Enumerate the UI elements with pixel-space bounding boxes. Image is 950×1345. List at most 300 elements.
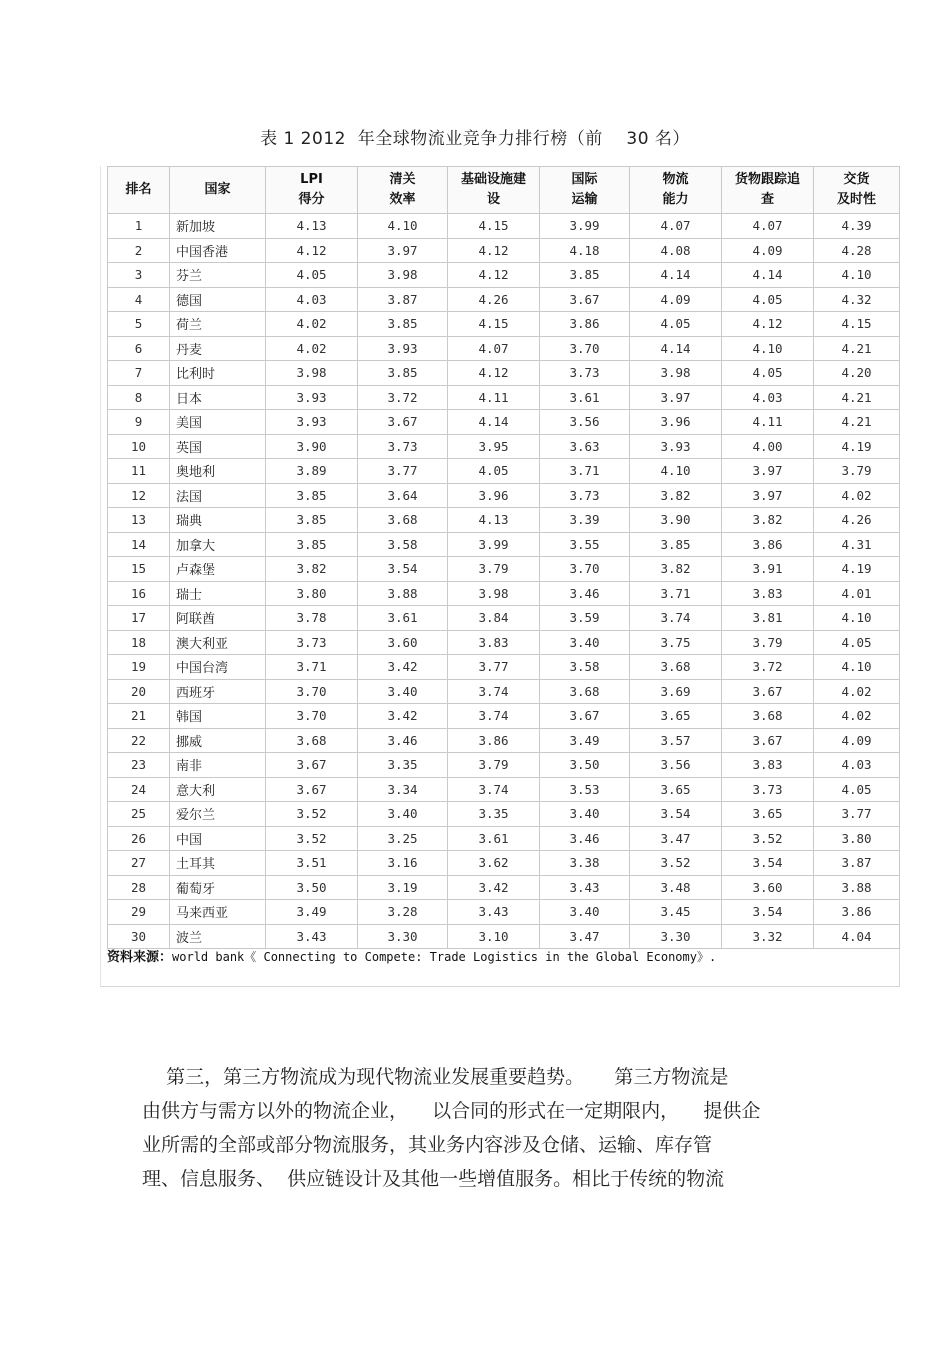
- score-cell: 4.04: [814, 924, 900, 949]
- score-cell: 3.98: [358, 263, 448, 288]
- score-cell: 3.42: [358, 704, 448, 729]
- table-row: [108, 655, 900, 680]
- score-cell: 4.20: [814, 361, 900, 386]
- score-cell: 3.40: [540, 630, 630, 655]
- table-row: [108, 875, 900, 900]
- score-cell: 3.82: [630, 483, 722, 508]
- score-cell: 4.03: [814, 753, 900, 778]
- score-cell: 3.82: [722, 508, 814, 533]
- column-header-line1: 国家: [204, 182, 231, 197]
- score-cell: 4.00: [722, 434, 814, 459]
- score-cell: 3.97: [722, 459, 814, 484]
- table-row: [108, 238, 900, 263]
- score-cell: 3.68: [266, 728, 358, 753]
- score-cell: 3.56: [630, 753, 722, 778]
- country-cell: 芬兰: [170, 263, 266, 288]
- score-cell: 3.80: [266, 581, 358, 606]
- country-cell: 中国台湾: [170, 655, 266, 680]
- score-cell: 4.12: [448, 263, 540, 288]
- score-cell: 3.70: [266, 704, 358, 729]
- score-cell: 3.73: [358, 434, 448, 459]
- score-cell: 4.14: [722, 263, 814, 288]
- score-cell: 3.85: [358, 361, 448, 386]
- column-header-line1: 基础设施建: [460, 172, 526, 187]
- country-cell: 瑞士: [170, 581, 266, 606]
- score-cell: 3.61: [448, 826, 540, 851]
- source-note: [107, 946, 716, 965]
- column-header-line2: 及时性: [836, 192, 876, 207]
- score-cell: 3.52: [266, 802, 358, 827]
- score-cell: 3.35: [358, 753, 448, 778]
- country-cell: 中国: [170, 826, 266, 851]
- score-cell: 3.57: [630, 728, 722, 753]
- paragraph-line: 业所需的全部或部分物流服务，其业务内容涉及仓储、运输、库存管: [142, 1134, 713, 1156]
- score-cell: 3.43: [540, 875, 630, 900]
- score-cell: 3.67: [722, 679, 814, 704]
- score-cell: 4.10: [722, 336, 814, 361]
- rank-cell: 20: [108, 679, 170, 704]
- rank-cell: 9: [108, 410, 170, 435]
- score-cell: 3.84: [448, 606, 540, 631]
- score-cell: 3.79: [722, 630, 814, 655]
- column-header: [170, 167, 266, 214]
- score-cell: 3.32: [722, 924, 814, 949]
- score-cell: 4.09: [814, 728, 900, 753]
- table-row: [108, 287, 900, 312]
- country-cell: 瑞典: [170, 508, 266, 533]
- score-cell: 4.26: [814, 508, 900, 533]
- country-cell: 荷兰: [170, 312, 266, 337]
- score-cell: 3.79: [814, 459, 900, 484]
- column-header-line2: 能力: [662, 192, 689, 207]
- score-cell: 3.68: [722, 704, 814, 729]
- score-cell: 3.97: [722, 483, 814, 508]
- rank-cell: 14: [108, 532, 170, 557]
- score-cell: 3.74: [448, 777, 540, 802]
- score-cell: 3.85: [266, 532, 358, 557]
- column-header: [630, 167, 722, 214]
- score-cell: 3.67: [722, 728, 814, 753]
- table-caption: 表 1 2012 年全球物流业竞争力排行榜（前 30 名）: [260, 129, 690, 149]
- country-cell: 波兰: [170, 924, 266, 949]
- score-cell: 3.77: [358, 459, 448, 484]
- score-cell: 3.28: [358, 900, 448, 925]
- score-cell: 3.85: [266, 508, 358, 533]
- column-header: [358, 167, 448, 214]
- score-cell: 3.78: [266, 606, 358, 631]
- score-cell: 4.15: [448, 214, 540, 239]
- rank-cell: 23: [108, 753, 170, 778]
- score-cell: 4.13: [266, 214, 358, 239]
- score-cell: 4.14: [630, 336, 722, 361]
- score-cell: 3.97: [630, 385, 722, 410]
- score-cell: 3.96: [630, 410, 722, 435]
- score-cell: 3.58: [358, 532, 448, 557]
- score-cell: 4.31: [814, 532, 900, 557]
- score-cell: 3.70: [540, 557, 630, 582]
- score-cell: 3.73: [540, 483, 630, 508]
- score-cell: 3.83: [722, 753, 814, 778]
- paragraph-line: 由供方与需方以外的物流企业， 以合同的形式在一定期限内， 提供企: [142, 1100, 761, 1122]
- table-row: [108, 606, 900, 631]
- score-cell: 4.21: [814, 385, 900, 410]
- column-header-line2: 设: [486, 192, 500, 207]
- score-cell: 4.28: [814, 238, 900, 263]
- score-cell: 3.53: [540, 777, 630, 802]
- table-row: [108, 385, 900, 410]
- score-cell: 3.49: [540, 728, 630, 753]
- score-cell: 4.10: [630, 459, 722, 484]
- score-cell: 3.10: [448, 924, 540, 949]
- score-cell: 3.47: [630, 826, 722, 851]
- score-cell: 4.15: [814, 312, 900, 337]
- score-cell: 3.85: [540, 263, 630, 288]
- score-cell: 4.15: [448, 312, 540, 337]
- score-cell: 3.98: [266, 361, 358, 386]
- score-cell: 3.75: [630, 630, 722, 655]
- score-cell: 3.55: [540, 532, 630, 557]
- rank-cell: 2: [108, 238, 170, 263]
- score-cell: 3.85: [266, 483, 358, 508]
- table-row: [108, 802, 900, 827]
- rank-cell: 3: [108, 263, 170, 288]
- score-cell: 3.97: [358, 238, 448, 263]
- score-cell: 4.10: [814, 263, 900, 288]
- score-cell: 3.72: [722, 655, 814, 680]
- score-cell: 3.67: [266, 777, 358, 802]
- rank-cell: 16: [108, 581, 170, 606]
- score-cell: 4.12: [448, 238, 540, 263]
- table-row: [108, 581, 900, 606]
- score-cell: 4.14: [630, 263, 722, 288]
- table-header-row: [108, 167, 900, 214]
- table-row: [108, 704, 900, 729]
- score-cell: 4.07: [722, 214, 814, 239]
- score-cell: 3.51: [266, 851, 358, 876]
- score-cell: 3.93: [266, 410, 358, 435]
- score-cell: 3.71: [266, 655, 358, 680]
- score-cell: 3.34: [358, 777, 448, 802]
- score-cell: 3.40: [358, 679, 448, 704]
- score-cell: 3.83: [448, 630, 540, 655]
- column-header-line2: 得分: [298, 192, 325, 207]
- score-cell: 4.08: [630, 238, 722, 263]
- score-cell: 3.72: [358, 385, 448, 410]
- score-cell: 3.60: [358, 630, 448, 655]
- score-cell: 3.79: [448, 557, 540, 582]
- score-cell: 4.02: [266, 312, 358, 337]
- column-header: [722, 167, 814, 214]
- rank-cell: 7: [108, 361, 170, 386]
- score-cell: 4.09: [630, 287, 722, 312]
- score-cell: 3.80: [814, 826, 900, 851]
- score-cell: 4.11: [448, 385, 540, 410]
- rank-cell: 29: [108, 900, 170, 925]
- paragraph-line: 理、信息服务、 供应链设计及其他一些增值服务。相比于传统的物流: [142, 1168, 725, 1190]
- score-cell: 4.09: [722, 238, 814, 263]
- country-cell: 阿联酋: [170, 606, 266, 631]
- rank-cell: 19: [108, 655, 170, 680]
- score-cell: 3.73: [540, 361, 630, 386]
- score-cell: 3.73: [722, 777, 814, 802]
- column-header: [814, 167, 900, 214]
- score-cell: 3.68: [540, 679, 630, 704]
- table-row: [108, 924, 900, 949]
- score-cell: 3.49: [266, 900, 358, 925]
- score-cell: 4.05: [814, 777, 900, 802]
- rank-cell: 13: [108, 508, 170, 533]
- score-cell: 3.46: [358, 728, 448, 753]
- column-header: [540, 167, 630, 214]
- score-cell: 4.19: [814, 557, 900, 582]
- score-cell: 4.10: [814, 606, 900, 631]
- score-cell: 4.11: [722, 410, 814, 435]
- country-cell: 新加坡: [170, 214, 266, 239]
- table-row: [108, 851, 900, 876]
- rank-cell: 8: [108, 385, 170, 410]
- score-cell: 4.02: [814, 704, 900, 729]
- score-cell: 3.40: [540, 802, 630, 827]
- score-cell: 3.98: [630, 361, 722, 386]
- rank-cell: 12: [108, 483, 170, 508]
- score-cell: 3.86: [722, 532, 814, 557]
- score-cell: 3.42: [358, 655, 448, 680]
- table-row: [108, 532, 900, 557]
- country-cell: 土耳其: [170, 851, 266, 876]
- column-header-line1: 排名: [125, 182, 152, 197]
- rank-cell: 27: [108, 851, 170, 876]
- score-cell: 3.54: [358, 557, 448, 582]
- score-cell: 3.61: [540, 385, 630, 410]
- score-cell: 3.88: [814, 875, 900, 900]
- score-cell: 3.65: [722, 802, 814, 827]
- table-row: [108, 214, 900, 239]
- score-cell: 3.82: [630, 557, 722, 582]
- table-row: [108, 728, 900, 753]
- score-cell: 4.05: [448, 459, 540, 484]
- score-cell: 3.65: [630, 704, 722, 729]
- score-cell: 3.54: [630, 802, 722, 827]
- score-cell: 3.85: [358, 312, 448, 337]
- score-cell: 3.50: [266, 875, 358, 900]
- score-cell: 3.87: [814, 851, 900, 876]
- score-cell: 3.96: [448, 483, 540, 508]
- table-row: [108, 336, 900, 361]
- score-cell: 4.12: [722, 312, 814, 337]
- score-cell: 3.35: [448, 802, 540, 827]
- table-row: [108, 508, 900, 533]
- score-cell: 3.77: [814, 802, 900, 827]
- rank-cell: 21: [108, 704, 170, 729]
- rank-cell: 6: [108, 336, 170, 361]
- score-cell: 4.07: [448, 336, 540, 361]
- score-cell: 3.47: [540, 924, 630, 949]
- score-cell: 3.52: [266, 826, 358, 851]
- score-cell: 4.03: [266, 287, 358, 312]
- country-cell: 德国: [170, 287, 266, 312]
- score-cell: 3.81: [722, 606, 814, 631]
- score-cell: 4.02: [266, 336, 358, 361]
- score-cell: 4.12: [448, 361, 540, 386]
- score-cell: 4.05: [722, 361, 814, 386]
- country-cell: 英国: [170, 434, 266, 459]
- score-cell: 3.79: [448, 753, 540, 778]
- score-cell: 3.67: [540, 704, 630, 729]
- score-cell: 3.54: [722, 900, 814, 925]
- score-cell: 3.73: [266, 630, 358, 655]
- score-cell: 4.05: [630, 312, 722, 337]
- column-header-line2: 查: [760, 192, 774, 207]
- score-cell: 4.32: [814, 287, 900, 312]
- rank-cell: 25: [108, 802, 170, 827]
- column-header-line1: 货物跟踪追: [734, 172, 800, 187]
- rank-cell: 26: [108, 826, 170, 851]
- country-cell: 日本: [170, 385, 266, 410]
- column-header-line1: LPI: [300, 172, 323, 187]
- country-cell: 美国: [170, 410, 266, 435]
- country-cell: 葡萄牙: [170, 875, 266, 900]
- score-cell: 3.61: [358, 606, 448, 631]
- country-cell: 澳大利亚: [170, 630, 266, 655]
- score-cell: 3.77: [448, 655, 540, 680]
- score-cell: 3.86: [448, 728, 540, 753]
- score-cell: 4.07: [630, 214, 722, 239]
- table-row: [108, 826, 900, 851]
- table-row: [108, 557, 900, 582]
- country-cell: 西班牙: [170, 679, 266, 704]
- score-cell: 3.67: [358, 410, 448, 435]
- column-header-line1: 国际: [571, 172, 598, 187]
- score-cell: 4.13: [448, 508, 540, 533]
- score-cell: 3.40: [540, 900, 630, 925]
- score-cell: 3.93: [358, 336, 448, 361]
- score-cell: 4.05: [266, 263, 358, 288]
- score-cell: 3.25: [358, 826, 448, 851]
- score-cell: 3.90: [630, 508, 722, 533]
- score-cell: 4.10: [814, 655, 900, 680]
- rank-cell: 5: [108, 312, 170, 337]
- score-cell: 3.43: [448, 900, 540, 925]
- score-cell: 4.12: [266, 238, 358, 263]
- country-cell: 加拿大: [170, 532, 266, 557]
- score-cell: 3.86: [540, 312, 630, 337]
- score-cell: 4.02: [814, 679, 900, 704]
- score-cell: 3.42: [448, 875, 540, 900]
- score-cell: 3.88: [358, 581, 448, 606]
- score-cell: 3.62: [448, 851, 540, 876]
- paragraph-line: 第三，第三方物流成为现代物流业发展重要趋势。 第三方物流是: [142, 1066, 729, 1088]
- country-cell: 挪威: [170, 728, 266, 753]
- score-cell: 3.98: [448, 581, 540, 606]
- score-cell: 3.54: [722, 851, 814, 876]
- score-cell: 3.59: [540, 606, 630, 631]
- source-text: world bank《 Connecting to Compete: Trade Logistics in the Global Economy》.: [172, 950, 717, 964]
- rank-cell: 18: [108, 630, 170, 655]
- score-cell: 4.18: [540, 238, 630, 263]
- score-cell: 3.93: [266, 385, 358, 410]
- score-cell: 3.63: [540, 434, 630, 459]
- score-cell: 3.30: [630, 924, 722, 949]
- rank-cell: 24: [108, 777, 170, 802]
- country-cell: 比利时: [170, 361, 266, 386]
- rank-cell: 10: [108, 434, 170, 459]
- score-cell: 3.91: [722, 557, 814, 582]
- score-cell: 3.50: [540, 753, 630, 778]
- score-cell: 3.71: [540, 459, 630, 484]
- rank-cell: 4: [108, 287, 170, 312]
- score-cell: 4.14: [448, 410, 540, 435]
- country-cell: 卢森堡: [170, 557, 266, 582]
- score-cell: 3.95: [448, 434, 540, 459]
- table-row: [108, 900, 900, 925]
- score-cell: 4.39: [814, 214, 900, 239]
- score-cell: 3.19: [358, 875, 448, 900]
- column-header: [266, 167, 358, 214]
- score-cell: 3.74: [630, 606, 722, 631]
- lpi-table-container: [100, 166, 900, 987]
- rank-cell: 30: [108, 924, 170, 949]
- table-row: [108, 410, 900, 435]
- score-cell: 3.67: [540, 287, 630, 312]
- score-cell: 3.46: [540, 826, 630, 851]
- column-header: [448, 167, 540, 214]
- country-cell: 中国香港: [170, 238, 266, 263]
- country-cell: 南非: [170, 753, 266, 778]
- score-cell: 3.48: [630, 875, 722, 900]
- table-row: [108, 753, 900, 778]
- score-cell: 4.05: [722, 287, 814, 312]
- rank-cell: 17: [108, 606, 170, 631]
- rank-cell: 28: [108, 875, 170, 900]
- column-header-line1: 交货: [843, 172, 870, 187]
- score-cell: 3.99: [540, 214, 630, 239]
- table-row: [108, 483, 900, 508]
- score-cell: 3.16: [358, 851, 448, 876]
- score-cell: 4.01: [814, 581, 900, 606]
- score-cell: 3.99: [448, 532, 540, 557]
- score-cell: 3.86: [814, 900, 900, 925]
- country-cell: 丹麦: [170, 336, 266, 361]
- table-row: [108, 434, 900, 459]
- score-cell: 4.02: [814, 483, 900, 508]
- score-cell: 3.83: [722, 581, 814, 606]
- score-cell: 4.19: [814, 434, 900, 459]
- score-cell: 3.71: [630, 581, 722, 606]
- table-row: [108, 263, 900, 288]
- country-cell: 奥地利: [170, 459, 266, 484]
- table-body: [108, 214, 900, 949]
- lpi-ranking-table: [107, 166, 900, 949]
- score-cell: 3.87: [358, 287, 448, 312]
- score-cell: 3.70: [266, 679, 358, 704]
- source-label: 资料来源：: [107, 950, 173, 965]
- column-header-line2: 效率: [389, 192, 416, 207]
- score-cell: 3.60: [722, 875, 814, 900]
- score-cell: 4.03: [722, 385, 814, 410]
- score-cell: 3.56: [540, 410, 630, 435]
- score-cell: 3.67: [266, 753, 358, 778]
- score-cell: 3.89: [266, 459, 358, 484]
- score-cell: 3.30: [358, 924, 448, 949]
- score-cell: 3.85: [630, 532, 722, 557]
- score-cell: 4.10: [358, 214, 448, 239]
- score-cell: 3.52: [630, 851, 722, 876]
- score-cell: 3.45: [630, 900, 722, 925]
- country-cell: 爱尔兰: [170, 802, 266, 827]
- rank-cell: 11: [108, 459, 170, 484]
- score-cell: 3.40: [358, 802, 448, 827]
- score-cell: 3.74: [448, 704, 540, 729]
